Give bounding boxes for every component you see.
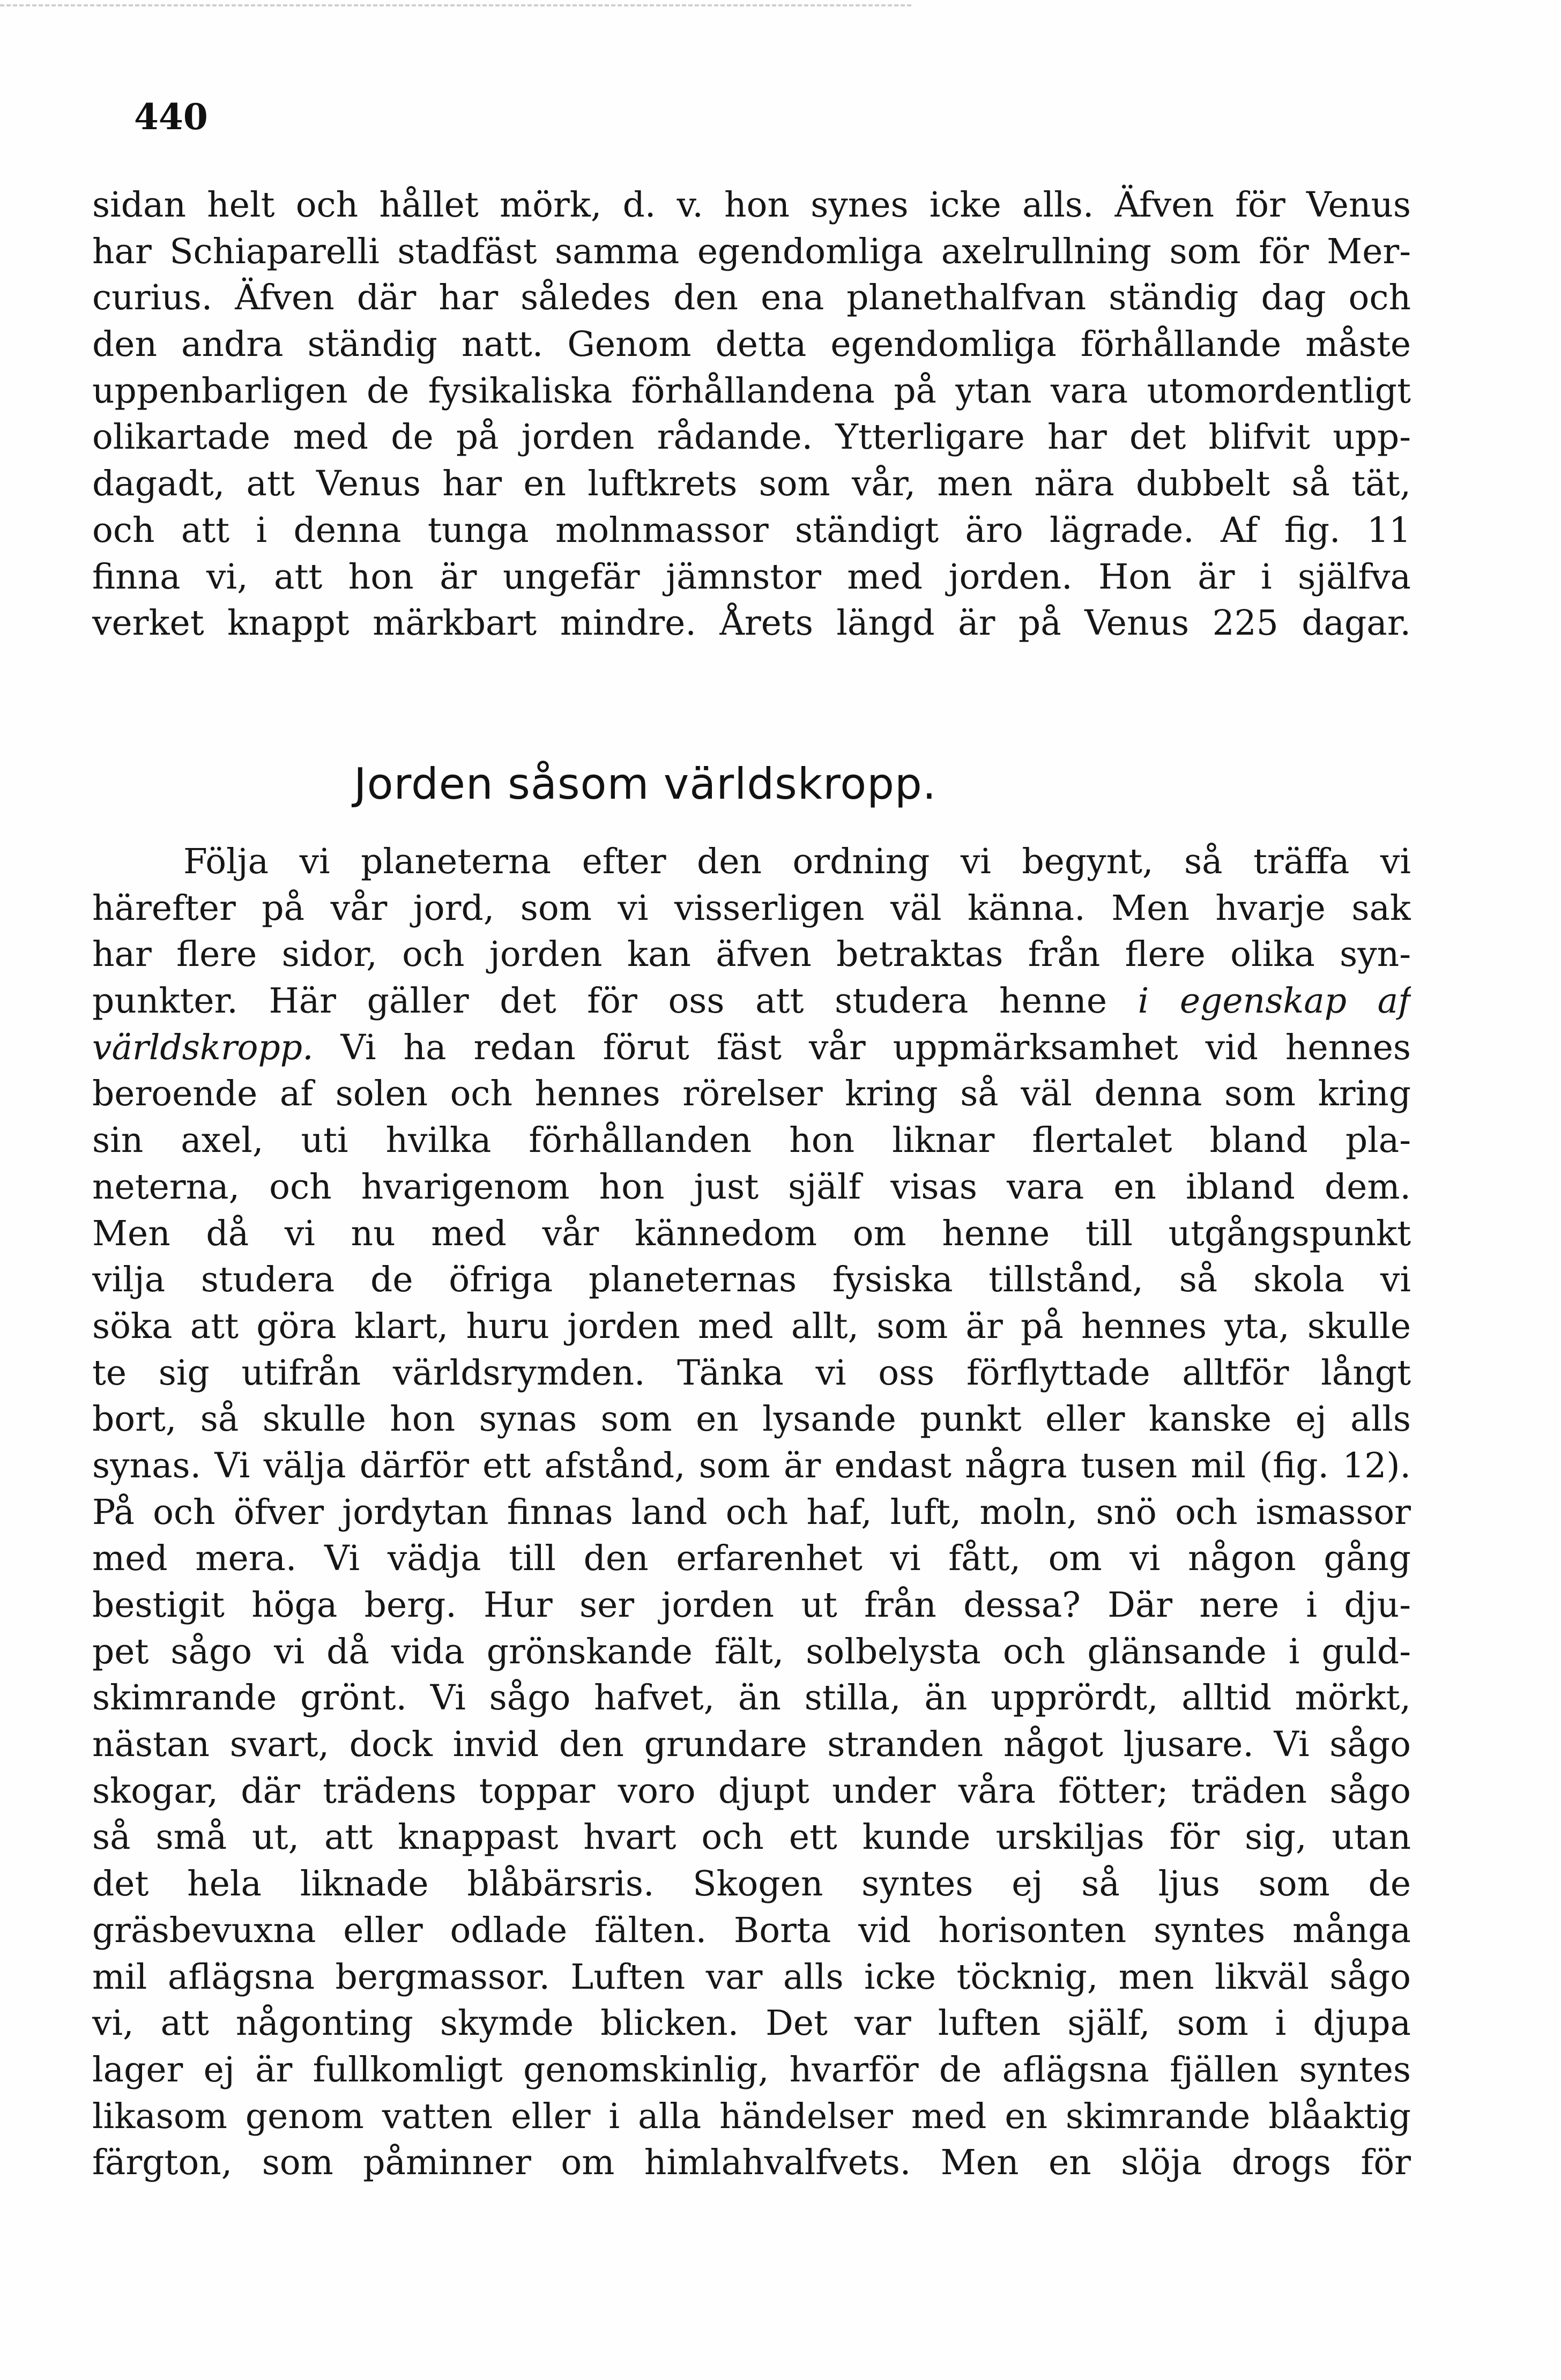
- text-line: har Schiaparelli stadfäst samma egendomliga axelrullning som för Mer-: [92, 231, 1411, 272]
- text-line: likasom genom vatten eller i alla händelser med en skimrande blåaktig: [92, 2096, 1411, 2137]
- text-line: synas. Vi välja därför ett afstånd, som är endast några tusen mil (fig. 12).: [92, 1445, 1411, 1486]
- text-line: beroende af solen och hennes rörelser kring så väl denna som kring: [92, 1074, 1411, 1114]
- paragraph-earth: [92, 839, 1411, 2186]
- text-line: skimrande grönt. Vi sågo hafvet, än stilla, än upprördt, alltid mörkt,: [92, 1678, 1411, 1719]
- italic-phrase: världskropp.: [92, 1027, 314, 1068]
- text-line: mil aflägsna bergmassor. Luften var alls icke töcknig, men likväl sågo: [92, 1957, 1411, 1997]
- text-run: punkter. Här gäller det för oss att studera henne: [92, 981, 1138, 1022]
- text-line: bestigit höga berg. Hur ser jorden ut från dessa? Där nere i dju-: [92, 1585, 1411, 1625]
- text-line: vi, att någonting skymde blicken. Det var luften själf, som i djupa: [92, 2003, 1411, 2044]
- text-line: lager ej är fullkomligt genomskinlig, hvarför de aflägsna fjällen syntes: [92, 2049, 1411, 2090]
- text-line: olikartade med de på jorden rådande. Ytterligare har det blifvit upp-: [92, 417, 1411, 458]
- text-line: söka att göra klart, huru jorden med allt, som är på hennes yta, skulle: [92, 1306, 1411, 1347]
- text-line: den andra ständig natt. Genom detta egendomliga förhållande måste: [92, 324, 1411, 365]
- text-line: skogar, där trädens toppar voro djupt under våra fötter; träden sågo: [92, 1771, 1411, 1811]
- text-line: så små ut, att knappast hvart och ett kunde urskiljas för sig, utan: [92, 1817, 1411, 1858]
- text-line: uppenbarligen de fysikaliska förhållandena på ytan vara utomordentligt: [92, 370, 1411, 411]
- text-line: sidan helt och hållet mörk, d. v. hon synes icke alls. Äfven för Venus: [92, 185, 1411, 225]
- paragraph-venus: [92, 182, 1411, 647]
- text-line: På och öfver jordytan finnas land och haf, luft, moln, snö och ismassor: [92, 1492, 1411, 1533]
- text-line: härefter på vår jord, som vi visserligen väl känna. Men hvarje sak: [92, 888, 1411, 928]
- text-run: Vi ha redan förut fäst vår uppmärksamhet vid hennes: [313, 1027, 1411, 1068]
- text-line: Följa vi planeterna efter den ordning vi begynt, så träffa vi: [183, 842, 1411, 882]
- text-line: sin axel, uti hvilka förhållanden hon liknar flertalet bland pla-: [92, 1120, 1411, 1161]
- text-line: Men då vi nu med vår kännedom om henne till utgångspunkt: [92, 1213, 1411, 1254]
- section-heading: Jorden såsom världskropp.: [354, 759, 937, 809]
- text-line: neterna, och hvarigenom hon just själf visas vara en ibland dem.: [92, 1166, 1411, 1207]
- text-line-mixed: [92, 1025, 1411, 1072]
- page-number: 440: [134, 96, 208, 138]
- text-line: te sig utifrån världsrymden. Tänka vi oss förflyttade alltför långt: [92, 1352, 1411, 1393]
- text-line-mixed: [92, 978, 1411, 1025]
- text-line: curius. Äfven där har således den ena planethalfvan ständig dag och: [92, 278, 1411, 318]
- text-line: finna vi, att hon är ungefär jämnstor med jorden. Hon är i själfva: [92, 556, 1411, 597]
- text-line: och att i denna tunga molnmassor ständigt äro lägrade. Af fig. 11: [92, 510, 1411, 551]
- scan-edge-line: [0, 4, 911, 6]
- text-line: verket knappt märkbart mindre. Årets längd är på Venus 225 dagar.: [92, 603, 1411, 644]
- text-line: nästan svart, dock invid den grundare stranden något ljusare. Vi sågo: [92, 1724, 1411, 1765]
- text-line: har flere sidor, och jorden kan äfven betraktas från flere olika syn-: [92, 934, 1411, 975]
- text-line: vilja studera de öfriga planeternas fysiska tillstånd, så skola vi: [92, 1260, 1411, 1300]
- text-line: gräsbevuxna eller odlade fälten. Borta vid horisonten syntes många: [92, 1910, 1411, 1951]
- text-line: det hela liknade blåbärsris. Skogen syntes ej så ljus som de: [92, 1864, 1411, 1905]
- text-line: med mera. Vi vädja till den erfarenhet vi fått, om vi någon gång: [92, 1538, 1411, 1579]
- text-line: bort, så skulle hon synas som en lysande punkt eller kanske ej alls: [92, 1399, 1411, 1440]
- italic-phrase: i egenskap af: [1138, 981, 1411, 1022]
- text-line: färgton, som påminner om himlahvalfvets. Men en slöja drogs för: [92, 2143, 1411, 2183]
- text-line: dagadt, att Venus har en luftkrets som vår, men nära dubbelt så tät,: [92, 464, 1411, 504]
- text-line: pet sågo vi då vida grönskande fält, solbelysta och glänsande i guld-: [92, 1631, 1411, 1672]
